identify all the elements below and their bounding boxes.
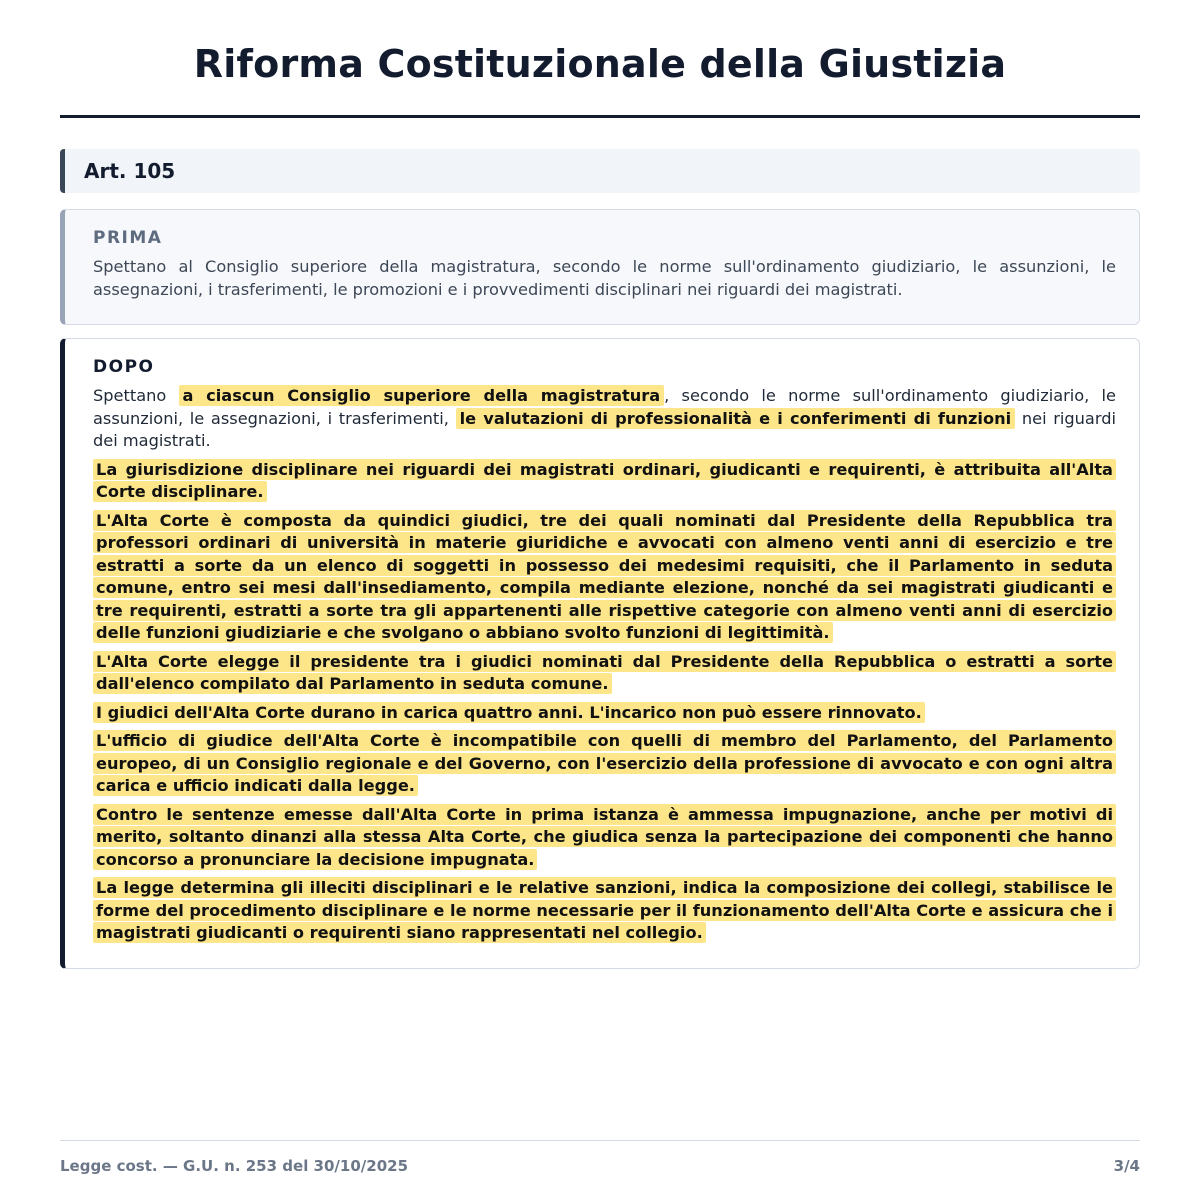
- highlight-amendment-1: a ciascun Consiglio superiore della magistratura: [179, 385, 665, 406]
- highlight-amendment-2: le valutazioni di professionalità e i conferimenti di funzioni: [456, 408, 1016, 429]
- dopo-card: [60, 338, 1140, 969]
- new-paragraph: [93, 804, 1116, 872]
- prima-label: PRIMA: [93, 228, 163, 248]
- dopo-intro-part-3: nei riguardi dei magistrati.: [93, 408, 1116, 450]
- dopo-intro-part-1: Spettano: [93, 386, 179, 405]
- dopo-intro-part-2: , secondo le norme sull'ordinamento giudiziario, le assunzioni, le assegnazioni, i trasferimenti,: [93, 386, 1116, 428]
- new-paragraph: [93, 702, 1116, 725]
- article-header: Art. 105: [60, 149, 1140, 193]
- new-paragraph-text: L'Alta Corte elegge il presidente tra i giudici nominati dal Presidente della Repubblica o estratti a sorte dall'elenco compilato dal Parlamento in seduta comune.: [93, 651, 1116, 695]
- new-paragraph-text: I giudici dell'Alta Corte durano in carica quattro anni. L'incarico non può essere rinnovato.: [93, 702, 925, 723]
- new-paragraph-text: Contro le sentenze emesse dall'Alta Corte in prima istanza è ammessa impugnazione, anche per motivi di merito, soltanto dinanzi alla stessa Alta Corte, che giudica senza la partecipazione dei componenti che hanno concorso a pronunciare la decisione impugnata.: [93, 804, 1116, 870]
- prima-text: Spettano al Consiglio superiore della magistratura, secondo le norme sull'ordinamento giudiziario, le assunzioni, le assegnazioni, i trasferimenti, le promozioni e i provvedimenti disciplinari nei riguardi dei magistrati.: [93, 257, 1116, 299]
- new-paragraph-text: L'Alta Corte è composta da quindici giudici, tre dei quali nominati dal Presidente della Repubblica tra professori ordinari di università in materie giuridiche e avvocati con almeno venti anni di esercizio e tre estratti a sorte da un elenco di soggetti in possesso dei medesimi requisiti, che il Parlamento in seduta comune, entro sei mesi dall'insediamento, compila mediante elezione, nonché da sei magistrati giudicanti e tre requirenti, estratti a sorte tra gli appartenenti alle rispettive categorie con almeno venti anni di esercizio delle funzioni giudiziarie e che svolgano o abbiano svolto funzioni di legittimità.: [93, 510, 1116, 644]
- new-paragraph: [93, 730, 1116, 798]
- new-paragraph: [93, 651, 1116, 696]
- new-paragraph: [93, 877, 1116, 945]
- new-paragraph: [93, 510, 1116, 645]
- prima-card: [60, 209, 1140, 325]
- page-number: 3/4: [1113, 1157, 1140, 1175]
- dopo-intro-text: [93, 385, 1116, 453]
- dopo-label: DOPO: [93, 357, 155, 377]
- footer-divider: [60, 1140, 1140, 1141]
- new-paragraph-text: L'ufficio di giudice dell'Alta Corte è incompatibile con quelli di membro del Parlamento, del Parlamento europeo, di un Consiglio regionale e del Governo, con l'esercizio della professione di avvocato e con ogni altra carica e ufficio indicati dalla legge.: [93, 730, 1116, 796]
- new-paragraph-text: La legge determina gli illeciti disciplinari e le relative sanzioni, indica la composizione dei collegi, stabilisce le forme del procedimento disciplinare e le norme necessarie per il funzionamento dell'Alta Corte e assicura che i magistrati giudicanti o requirenti siano rappresentati nel collegio.: [93, 877, 1116, 943]
- new-paragraph: [93, 459, 1116, 504]
- new-paragraph-text: La giurisdizione disciplinare nei riguardi dei magistrati ordinari, giudicanti e requirenti, è attribuita all'Alta Corte disciplinare.: [93, 459, 1116, 503]
- title-divider: [60, 115, 1140, 118]
- footer-source: Legge cost. — G.U. n. 253 del 30/10/2025: [60, 1157, 409, 1175]
- page-title: Riforma Costituzionale della Giustizia: [193, 42, 1007, 86]
